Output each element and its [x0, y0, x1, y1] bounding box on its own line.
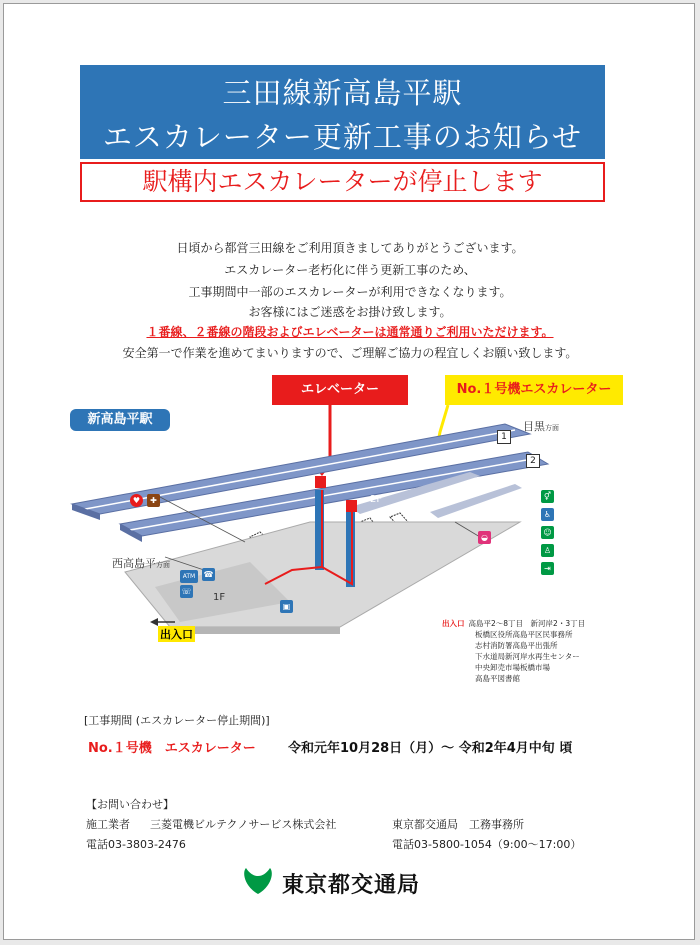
period-dates: 令和元年10月28日（月）～ 令和2年4月中旬 頃: [288, 741, 573, 756]
notice-line-4: お客様にはご迷惑をお掛け致します。: [248, 305, 452, 319]
track-2-marker: 2: [526, 454, 540, 468]
first-aid-icon: ✚: [147, 494, 160, 507]
subtitle-box: 駅構内エスカレーターが停止します: [80, 162, 605, 202]
restroom-icon: ⚥: [541, 490, 554, 503]
track-1-marker: 1: [497, 430, 511, 444]
contractor-name: 三菱電機ビルテクノサービス株式会社: [150, 818, 337, 831]
accessible-icon: ♿: [541, 508, 554, 521]
emergency-exit-icon: ⇥: [541, 562, 554, 575]
phone-icon: ☏: [181, 587, 192, 596]
notice-line-5-highlight: １番線、２番線の階段およびエレベーターは通常通りご利用いただけます。: [146, 325, 554, 339]
logo-text: 東京都交通局: [282, 873, 421, 898]
title-line-1: 三田線新高島平駅: [222, 76, 463, 110]
family-icon: ♙: [541, 544, 554, 557]
nursing-room-icon: ◒: [478, 531, 491, 544]
floor-1f-label: 1F: [213, 592, 226, 603]
bureau-phone: 電話03-5800-1054（9:00～17:00）: [392, 838, 582, 851]
notice-line-1: 日頃から都営三田線をご利用頂きましてありがとうございます。: [176, 241, 524, 255]
notice-line-3: 工事期間中一部のエスカレーターが利用できなくなります。: [188, 285, 512, 299]
locker-icon: ▣: [280, 600, 293, 613]
period-machine: No.１号機 エスカレーター: [88, 741, 256, 756]
multipurpose-toilet-icon: ☺: [541, 526, 554, 539]
direction-nishi-takashimadaira: 西高島平方面: [112, 557, 170, 570]
contractor-label: 施工業者: [86, 818, 130, 831]
floor-2f-label-a: 2F: [352, 469, 365, 480]
aed-icon: ♥: [130, 494, 143, 507]
station-name-tag: 新高島平駅: [70, 409, 170, 431]
title-banner: [80, 65, 605, 159]
elevator-icon-2: [346, 500, 357, 512]
elevator-shaft-2: [346, 512, 355, 587]
notice-line-2: エスカレーター老朽化に伴う更新工事のため、: [224, 263, 476, 277]
bureau-name: 東京都交通局 工務事務所: [392, 818, 524, 831]
direction-meguro: 目黒方面: [523, 420, 559, 433]
escalator-label: No.１号機エスカレーター: [445, 375, 623, 405]
info-icon: ☎: [203, 570, 214, 579]
tokyo-metro-ginkgo-logo-icon: [240, 864, 276, 898]
atm-icon: ATM: [180, 570, 198, 583]
notice-line-6: 安全第一で作業を進めてまいりますので、ご理解ご協力の程宜しくお願い致します。: [122, 346, 578, 360]
contractor-phone: 電話03-3803-2476: [86, 838, 186, 851]
elevator-icon-1: [315, 476, 326, 488]
period-header: [工事期間 (エスカレーター停止期間)]: [84, 714, 270, 727]
floor-2f-label-b: 2F: [370, 494, 383, 505]
elevator-label: エレベーター: [272, 375, 408, 405]
title-line-2: エスカレーター更新工事のお知らせ: [102, 120, 583, 154]
contact-header: 【お問い合わせ】: [86, 798, 174, 811]
exit-destination-list: 出入口 高島平2～8丁目 新河岸2・3丁目 板橋区役所高島平区民事務所 志村消防署高島平出張所 下水道局新河岸水再生センター 中央卸売市場板橋市場 高島平図書館: [442, 619, 586, 683]
exit-label: 出入口: [160, 628, 193, 641]
